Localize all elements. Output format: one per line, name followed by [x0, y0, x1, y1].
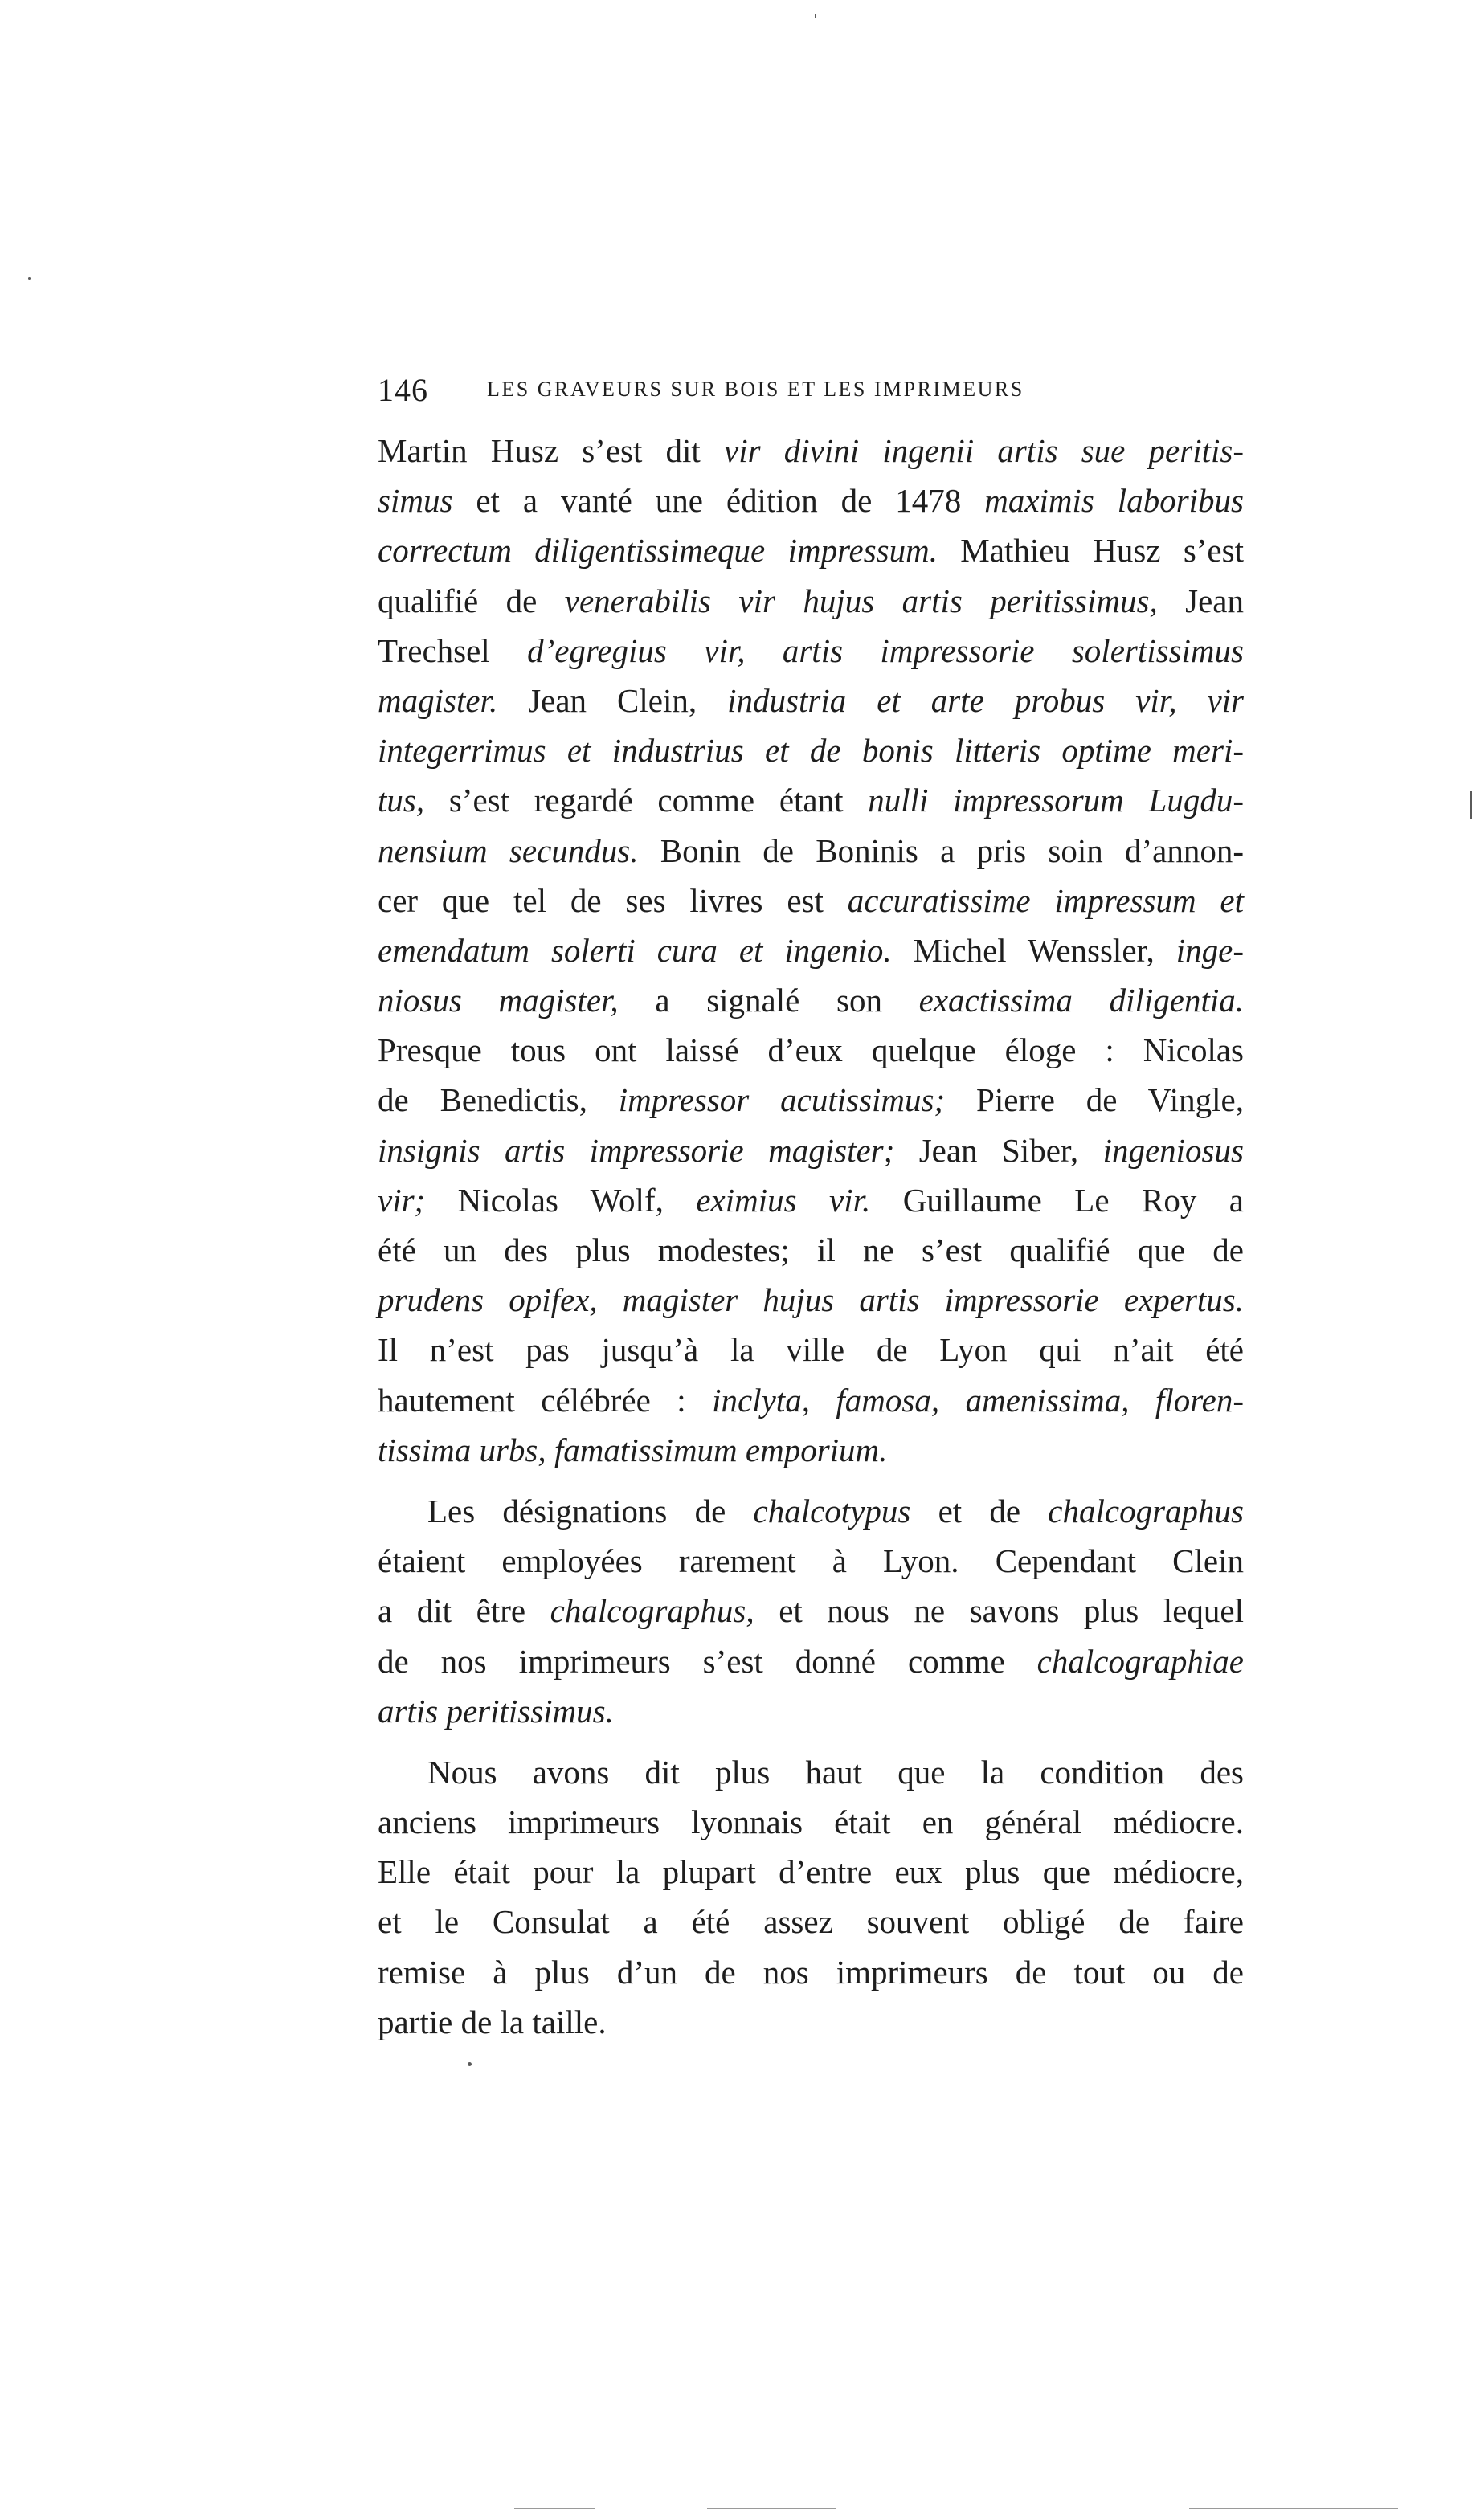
italic-segment: simus: [378, 482, 453, 520]
italic-segment: chalcotypus: [753, 1492, 911, 1530]
italic-segment: tissima urbs, famatissimum emporium.: [378, 1431, 888, 1468]
text-line: [378, 1125, 1244, 1175]
italic-segment: correctum diligentissimeque impressum.: [378, 532, 938, 570]
text-segment: été un des plus modestes; il ne s’est qualifié que de: [378, 1231, 1244, 1268]
text-line: [378, 876, 1244, 925]
text-segment: et le Consulat a été assez souvent obligé de faire: [378, 1903, 1244, 1941]
text-line: [378, 725, 1244, 775]
text-segment: partie de la taille.: [378, 2003, 607, 2040]
text-line: [378, 1636, 1244, 1686]
text-line: [378, 1897, 1244, 1946]
italic-segment: eximius vir.: [696, 1181, 871, 1219]
scan-mark: [1189, 2508, 1398, 2509]
italic-segment: chalcographus,: [550, 1592, 754, 1630]
text-line: [378, 1486, 1244, 1536]
scan-mark: [468, 2062, 472, 2066]
text-segment: a dit être: [378, 1592, 550, 1630]
text-line: [378, 426, 1244, 476]
text-segment: et nous ne savons plus lequel: [754, 1592, 1244, 1630]
italic-segment: magister.: [378, 681, 498, 719]
text-line: [378, 1536, 1244, 1586]
text-line: [378, 1686, 1244, 1736]
text-line: [378, 1375, 1244, 1425]
text-segment: anciens imprimeurs lyonnais était en général médiocre.: [378, 1803, 1244, 1841]
text-line: [378, 1425, 1244, 1475]
text-line: [378, 1025, 1244, 1075]
italic-segment: chalcographiae: [1036, 1642, 1244, 1680]
text-segment: Nous avons dit plus haut que la condition des: [427, 1753, 1244, 1791]
text-segment: Bonin de Boninis a pris soin d’annon-: [638, 831, 1244, 869]
text-line: [378, 1225, 1244, 1275]
text-line: [378, 626, 1244, 676]
text-segment: s’est regardé comme étant: [424, 782, 869, 819]
text-line: [378, 576, 1244, 626]
text-line: [378, 1325, 1244, 1374]
text-segment: Jean Clein,: [497, 681, 728, 719]
text-line: [378, 1997, 1244, 2047]
text-line: [378, 1586, 1244, 1636]
italic-segment: vir;: [378, 1181, 426, 1219]
text-line: [378, 1847, 1244, 1897]
scan-mark: [815, 14, 816, 18]
text-segment: de nos imprimeurs s’est donné comme: [378, 1642, 1037, 1680]
text-line: [378, 826, 1244, 876]
page-number: 146: [378, 372, 428, 408]
text-segment: Elle était pour la plupart d’entre eux plus que médiocre,: [378, 1853, 1244, 1891]
text-segment: qualifié de: [378, 582, 565, 619]
italic-segment: exactissima diligentia.: [918, 982, 1244, 1019]
scan-mark: [28, 277, 31, 280]
italic-segment: emendatum solerti cura et ingenio.: [378, 931, 892, 969]
text-line: [378, 1275, 1244, 1325]
text-segment: Nicolas Wolf,: [425, 1181, 697, 1219]
italic-segment: tus,: [378, 782, 425, 819]
text-line: [378, 1747, 1244, 1797]
text-line: [378, 925, 1244, 975]
paragraph: [378, 1747, 1244, 2047]
italic-segment: accuratissime impressum et: [847, 881, 1245, 919]
italic-segment: venerabilis vir hujus artis peritissimus,: [564, 582, 1158, 619]
text-segment: Il n’est pas jusqu’à la ville de Lyon qui n’ait été: [378, 1331, 1244, 1369]
italic-segment: prudens opifex, magister hujus artis impressorie expertus.: [378, 1281, 1244, 1319]
italic-segment: nulli impressorum Lugdu-: [868, 782, 1244, 819]
italic-segment: chalcographus: [1048, 1492, 1244, 1530]
text-line: [378, 476, 1244, 525]
text-segment: Trechsel: [378, 631, 528, 669]
page-header: [378, 371, 1261, 411]
italic-segment: integerrimus et industrius et de bonis litteris optime meri-: [378, 732, 1244, 770]
text-segment: Pierre de Vingle,: [945, 1081, 1244, 1119]
text-segment: Michel Wenssler,: [891, 931, 1176, 969]
italic-segment: niosus magister,: [378, 982, 619, 1019]
italic-segment: inclyta, famosa, amenissima, floren-: [712, 1381, 1244, 1419]
italic-segment: insignis artis impressorie magister;: [378, 1131, 895, 1169]
paragraph: [378, 1486, 1244, 1736]
italic-segment: industria et arte probus vir, vir: [727, 681, 1244, 719]
text-segment: et de: [910, 1492, 1049, 1530]
text-segment: étaient employées rarement à Lyon. Cependant Clein: [378, 1542, 1244, 1580]
text-segment: Guillaume Le Roy a: [870, 1181, 1244, 1219]
scan-mark: [1470, 791, 1472, 819]
text-line: [378, 1947, 1244, 1997]
text-line: [378, 1797, 1244, 1847]
text-segment: Presque tous ont laissé d’eux quelque éloge : Nicolas: [378, 1031, 1244, 1069]
italic-segment: ingeniosus: [1102, 1131, 1244, 1169]
text-line: [378, 525, 1244, 575]
text-segment: cer que tel de ses livres est: [378, 881, 848, 919]
text-segment: Jean: [1157, 582, 1244, 619]
text-segment: Les désignations de: [427, 1492, 754, 1530]
italic-segment: d’egregius vir, artis impressorie solertissimus: [527, 631, 1244, 669]
italic-segment: artis peritissimus.: [378, 1692, 614, 1730]
text-segment: et a vanté une édition de 1478: [452, 482, 985, 520]
text-line: [378, 775, 1244, 825]
text-segment: a signalé son: [618, 982, 919, 1019]
text-segment: hautement célébrée :: [378, 1381, 713, 1419]
text-line: [378, 1075, 1244, 1125]
italic-segment: maximis laboribus: [984, 482, 1244, 520]
body-text: [378, 426, 1244, 2047]
text-line: [378, 1175, 1244, 1225]
text-segment: Mathieu Husz s’est: [937, 532, 1244, 570]
text-segment: Martin Husz s’est dit: [378, 432, 725, 469]
text-segment: Jean Siber,: [894, 1131, 1103, 1169]
scan-mark: [707, 2508, 836, 2509]
paragraph: [378, 426, 1244, 1475]
text-line: [378, 676, 1244, 725]
text-segment: de Benedictis,: [378, 1081, 619, 1119]
scan-mark: [514, 2508, 595, 2509]
italic-segment: inge-: [1175, 931, 1244, 969]
italic-segment: vir divini ingenii artis sue peritis-: [724, 432, 1244, 469]
italic-segment: impressor acutissimus;: [618, 1081, 946, 1119]
text-segment: remise à plus d’un de nos imprimeurs de tout ou de: [378, 1953, 1244, 1991]
running-head: LES GRAVEURS SUR BOIS ET LES IMPRIMEURS: [487, 378, 1024, 401]
italic-segment: nensium secundus.: [378, 831, 639, 869]
text-line: [378, 975, 1244, 1025]
